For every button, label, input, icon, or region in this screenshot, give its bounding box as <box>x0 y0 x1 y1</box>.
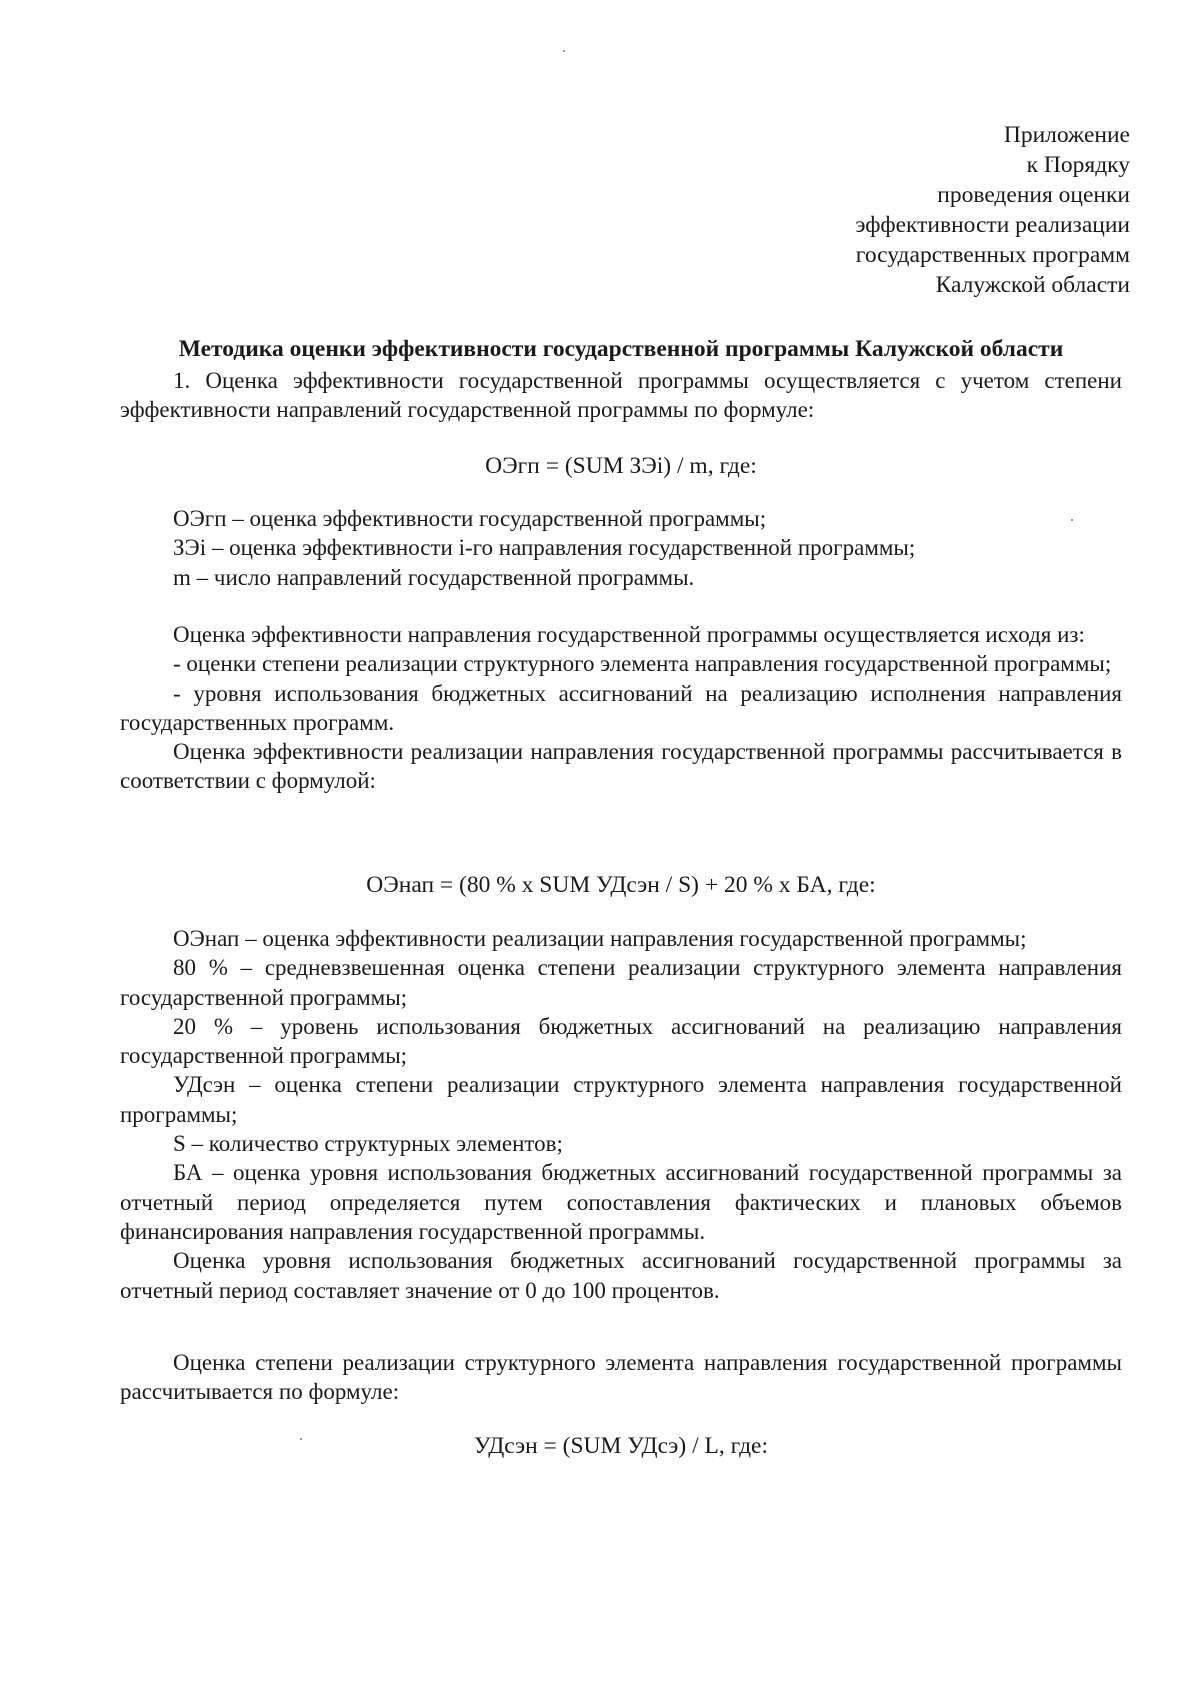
definition-80-percent: 80 % – средневзвешенная оценка степени реализации структурного элемента направления государственной программы; <box>120 955 1122 1010</box>
paragraph-budget-usage: - уровня использования бюджетных ассигнований на реализацию исполнения направления государственных программ. <box>120 680 1122 735</box>
paragraph-direction-basis: Оценка эффективности направления государственной программы осуществляется исходя из: <box>173 622 1085 647</box>
appendix-line: проведения оценки <box>937 182 1130 208</box>
appendix-line: к Порядку <box>1026 152 1130 178</box>
appendix-line: Калужской области <box>935 272 1130 298</box>
definition-s: S – количество структурных элементов; <box>173 1131 563 1157</box>
definition-20-percent: 20 % – уровень использования бюджетных ассигнований на реализацию направления государственной программы; <box>120 1013 1122 1069</box>
section2-definitions <box>120 924 1122 1305</box>
appendix-line: эффективности реализации <box>855 212 1130 238</box>
definition-m: m – число направлений государственной программы. <box>173 564 695 590</box>
appendix-line: государственных программ <box>855 242 1130 268</box>
definition-oenap: ОЭнап – оценка эффективности реализации направления государственной программы; <box>173 926 1027 951</box>
formula-udsen: УДсэн = (SUM УДсэ) / L, где: <box>473 1433 768 1459</box>
section3-intro: Оценка степени реализации структурного элемента направления государственной программы рассчитывается по формуле: <box>120 1350 1122 1405</box>
definition-udsen: УДсэн – оценка степени реализации структурного элемента направления государственной программы; <box>120 1072 1122 1127</box>
appendix-header <box>855 120 1130 300</box>
paragraph-structural-element: - оценки степени реализации структурного элемента направления государственной программы; <box>173 651 1112 677</box>
paragraph-formula-intro: Оценка эффективности реализации направления государственной программы рассчитывается в соответствии с формулой: <box>120 739 1122 794</box>
formula-oegp: ОЭгп = (SUM ЗЭi) / m, где: <box>485 453 757 479</box>
definition-oegp: ОЭгп – оценка эффективности государственной программы; <box>173 506 767 531</box>
section1-intro-block <box>120 366 1122 425</box>
formula-oenap: ОЭнап = (80 % x SUM УДсэн / S) + 20 % x БА, где: <box>366 872 876 898</box>
section1-definitions <box>120 504 1122 592</box>
definition-zei: ЗЭi – оценка эффективности i-го направления государственной программы; <box>173 535 916 561</box>
definition-ba: БА – оценка уровня использования бюджетных ассигнований государственной программы за отчетный период определяется путем сопоставления фактических и плановых объемов финансирования направления государственной программы. <box>120 1160 1122 1244</box>
scan-speck <box>563 50 565 52</box>
section1-intro: 1. Оценка эффективности государственной программы осуществляется с учетом степени эффективности направлений государственной программы по формуле: <box>120 368 1122 423</box>
paragraph-budget-range: Оценка уровня использования бюджетных ассигнований государственной программы за отчетный период составляет значение от 0 до 100 процентов. <box>120 1248 1122 1303</box>
appendix-line: Приложение <box>1003 122 1130 148</box>
section3-intro-block <box>120 1348 1122 1407</box>
section2-paragraphs <box>120 620 1122 796</box>
document-title: Методика оценки эффективности государственной программы Калужской области <box>178 336 1064 362</box>
